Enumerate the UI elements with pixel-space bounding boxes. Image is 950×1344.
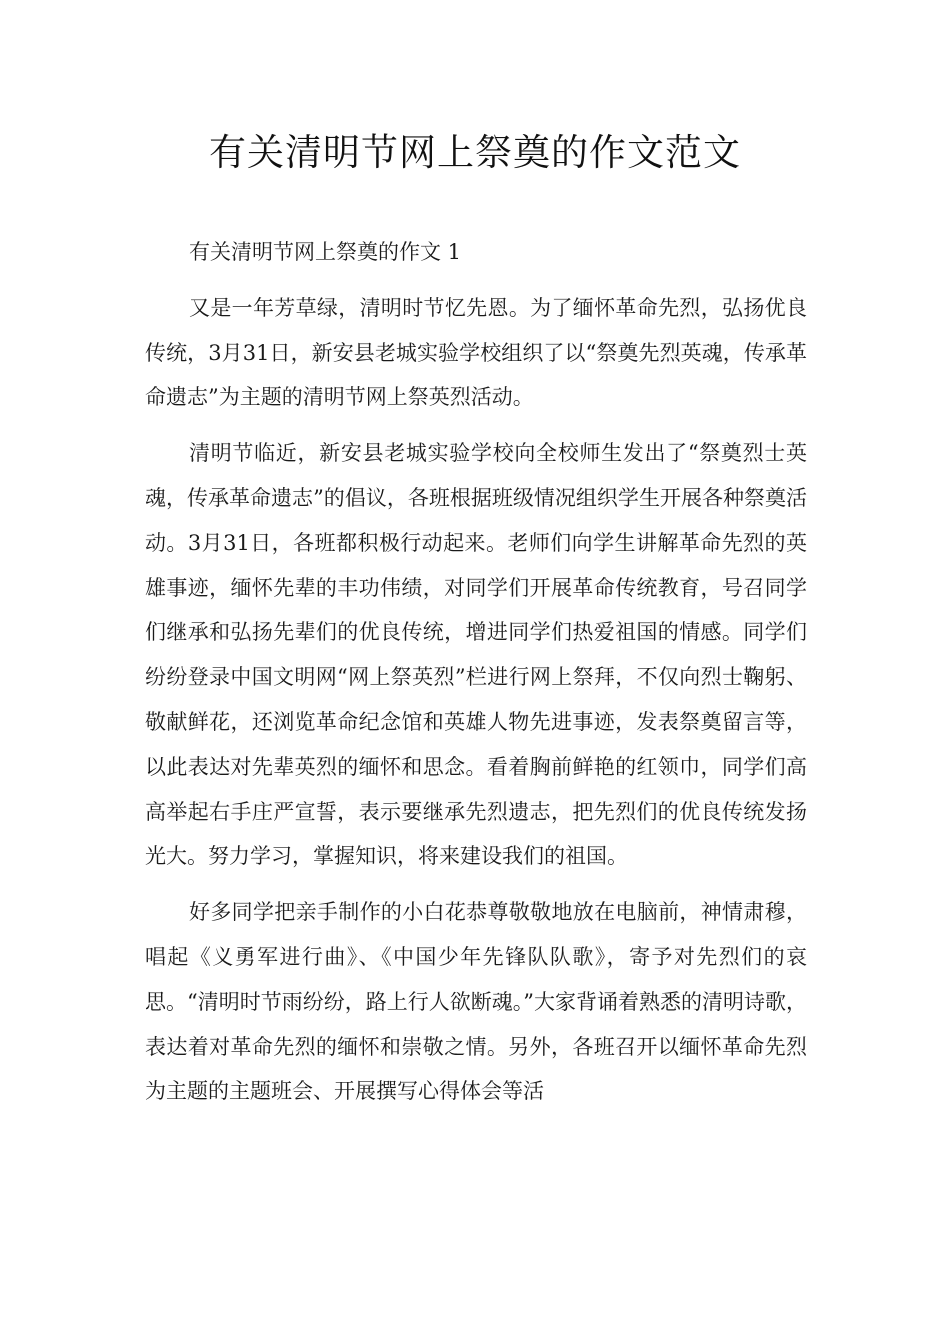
document-title: 有关清明节网上祭奠的作文范文 bbox=[209, 131, 741, 174]
section-heading: 有关清明节网上祭奠的作文 1 bbox=[189, 240, 462, 264]
paragraph-2: 清明节临近，新安县老城实验学校向全校师生发出了“祭奠烈士英魂，传承革命遗志”的倡议，各班根据班级情况组织学生开展各种祭奠活动。3月31日，各班都积极行动起来。老师们向学生讲解革命先烈的英雄事迹，缅怀先辈的丰功伟绩，对同学们开展革命传统教育，号召同学们继承和弘扬先辈们的优良传统，增进同学们热爱祖国的情感。同学们纷纷登录中国文明网“网上祭英烈”栏进行网上祭拜，不仅向烈士鞠躬、敬献鲜花，还浏览革命纪念馆和英雄人物先进事迹，发表祭奠留言等，以此表达对先辈英烈的缅怀和思念。看着胸前鲜艳的红领巾，同学们高高举起右手庄严宣誓，表示要继承先烈遗志，把先烈们的优良传统发扬光大。努力学习，掌握知识，将来建设我们的祖国。 bbox=[145, 441, 807, 869]
paragraph-1: 又是一年芳草绿，清明时节忆先恩。为了缅怀革命先烈，弘扬优良传统，3月31日，新安县老城实验学校组织了以“祭奠先烈英魂，传承革命遗志”为主题的清明节网上祭英烈活动。 bbox=[145, 295, 807, 410]
paragraph-3: 好多同学把亲手制作的小白花恭尊敬敬地放在电脑前，神情肃穆，唱起《义勇军进行曲》、《中国少年先锋队队歌》，寄予对先烈们的哀思。“清明时节雨纷纷，路上行人欲断魂。”大家背诵着熟悉的清明诗歌，表达着对革命先烈的缅怀和崇敬之情。另外，各班召开以缅怀革命先烈为主题的主题班会、开展撰写心得体会等活 bbox=[145, 900, 807, 1104]
document-body bbox=[145, 230, 807, 1125]
